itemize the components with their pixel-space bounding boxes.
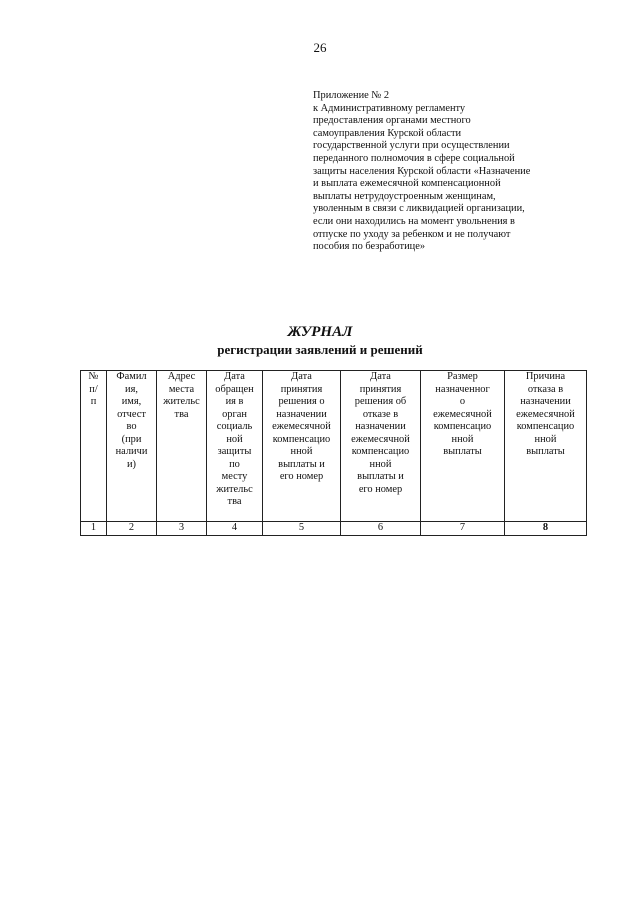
appendix-line: защиты населения Курской области «Назначение xyxy=(313,165,531,177)
column-number-cell: 1 xyxy=(81,522,107,536)
appendix-note xyxy=(313,90,571,254)
journal-subtitle: регистрации заявлений и решений xyxy=(217,342,423,357)
appendix-line: к Административному регламенту xyxy=(313,102,466,114)
appendix-line: если они находились на момент увольнения в xyxy=(313,215,515,227)
column-number-cell: 8 xyxy=(505,522,587,536)
appendix-line: государственной услуги при осуществлении xyxy=(313,140,510,152)
appendix-line: отпуске по уходу за ребенком и не получают xyxy=(313,228,511,240)
appendix-line: переданного полномочия в сфере социальной xyxy=(313,152,515,164)
header-cell-application-date: Дата обращен ия в орган социаль ной защиты по месту жительс тва xyxy=(207,371,263,522)
header-cell-refusal-reason: Причина отказа в назначении ежемесячной компенсацио нной выплаты xyxy=(505,371,587,522)
column-number-cell: 6 xyxy=(341,522,421,536)
column-number-cell: 7 xyxy=(421,522,505,536)
appendix-line: предоставления органами местного xyxy=(313,115,471,127)
appendix-line: Приложение № 2 xyxy=(313,90,390,101)
header-cell-address: Адрес места жительс тва xyxy=(157,371,207,522)
column-number-cell: 3 xyxy=(157,522,207,536)
header-cell-full-name: Фамил ия, имя, отчест во (при наличи и) xyxy=(107,371,157,522)
header-cell-grant-decision: Дата принятия решения о назначении ежемесячной компенсацио нной выплаты и его номер xyxy=(263,371,341,522)
appendix-line: пособия по безработице» xyxy=(313,241,426,253)
appendix-line: выплаты нетрудоустроенным женщинам, xyxy=(313,190,496,202)
table-header-row xyxy=(81,371,587,522)
header-cell-refusal-decision: Дата принятия решения об отказе в назначении ежемесячной компенсацио нной выплаты и его номер xyxy=(341,371,421,522)
journal-title: ЖУРНАЛ xyxy=(287,324,353,340)
appendix-line: и выплата ежемесячной компенсационной xyxy=(313,178,501,190)
page-number: 26 xyxy=(313,40,327,55)
column-number-cell: 2 xyxy=(107,522,157,536)
column-number-row xyxy=(81,522,587,536)
column-number-cell: 4 xyxy=(207,522,263,536)
appendix-line: самоуправления Курской области xyxy=(313,127,462,139)
appendix-line: уволенным в связи с ликвидацией организации, xyxy=(313,203,525,215)
header-cell-number: № п/ п xyxy=(81,371,107,522)
header-cell-payment-amount: Размер назначенног о ежемесячной компенсацио нной выплаты xyxy=(421,371,505,522)
column-number-cell: 5 xyxy=(263,522,341,536)
registration-table xyxy=(80,370,587,536)
